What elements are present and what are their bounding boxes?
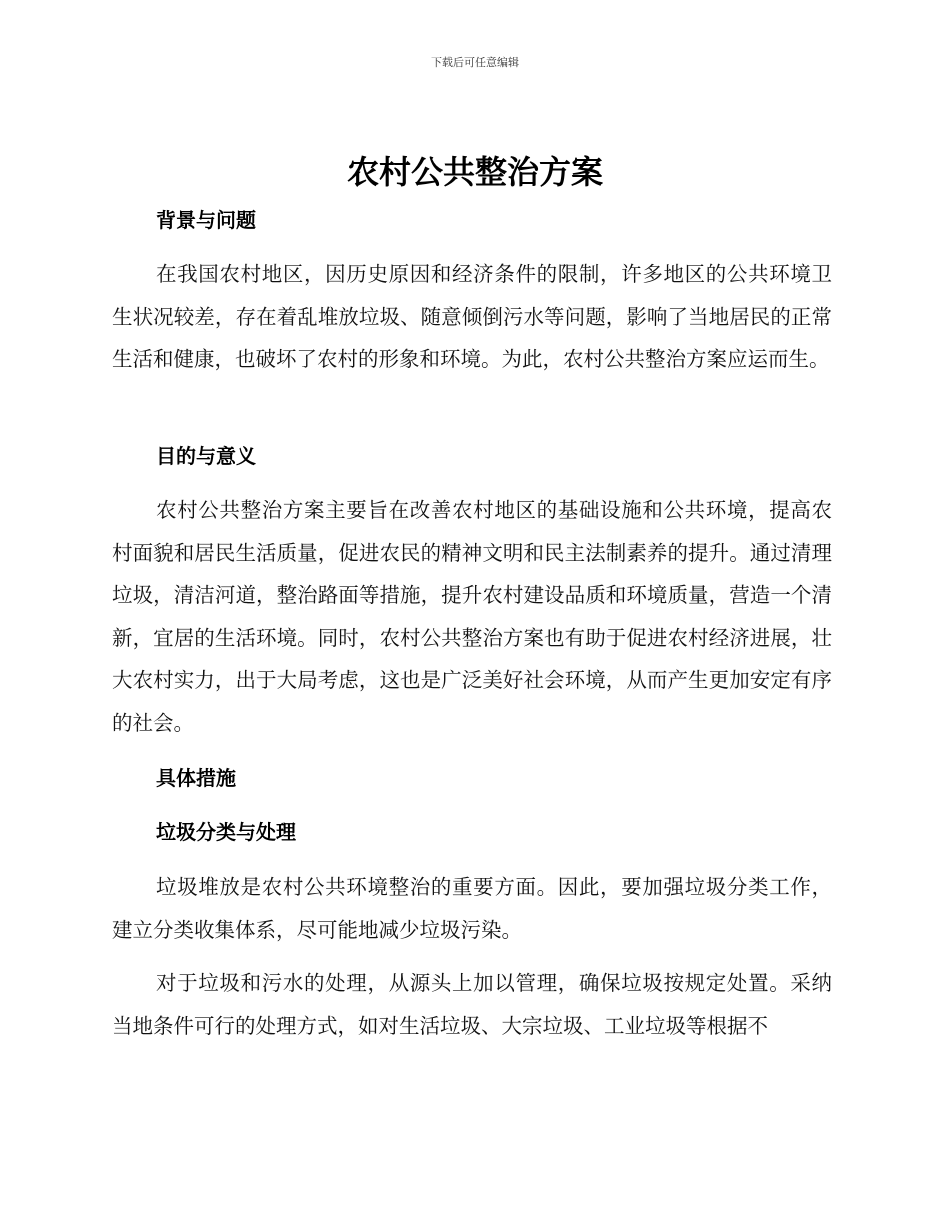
section-heading-background: 背景与问题 xyxy=(156,208,256,232)
section-heading-purpose: 目的与意义 xyxy=(156,444,256,468)
section-paragraph-waste-1: 垃圾堆放是农村公共环境整治的重要方面。因此，要加强垃圾分类工作，建立分类收集体系，尽可能地减少垃圾污染。 xyxy=(112,875,832,942)
section-paragraph-purpose: 农村公共整治方案主要旨在改善农村地区的基础设施和公共环境，提高农村面貌和居民生活质量，促进农民的精神文明和民主法制素养的提升。通过清理垃圾，清洁河道，整治路面等措施，提升农村建设品质和环境质量，营造一个清新，宜居的生活环境。同时，农村公共整治方案也有助于促进农村经济进展，壮大农村实力，出于大局考虑，这也是广泛美好社会环境，从而产生更加安定有序的社会。 xyxy=(112,498,832,735)
section-paragraph-background: 在我国农村地区，因历史原因和经济条件的限制，许多地区的公共环境卫生状况较差，存在着乱堆放垃圾、随意倾倒污水等问题，影响了当地居民的正常生活和健康，也破坏了农村的形象和环境。为此，农村公共整治方案应运而生。 xyxy=(112,262,832,371)
section-heading-waste: 垃圾分类与处理 xyxy=(156,820,296,844)
document-title: 农村公共整治方案 xyxy=(346,153,603,191)
section-heading-measures: 具体措施 xyxy=(156,766,236,790)
header-note: 下载后可任意编辑 xyxy=(431,56,519,69)
section-paragraph-waste-2: 对于垃圾和污水的处理，从源头上加以管理，确保垃圾按规定处置。采纳当地条件可行的处理方式，如对生活垃圾、大宗垃圾、工业垃圾等根据不 xyxy=(112,971,832,1038)
